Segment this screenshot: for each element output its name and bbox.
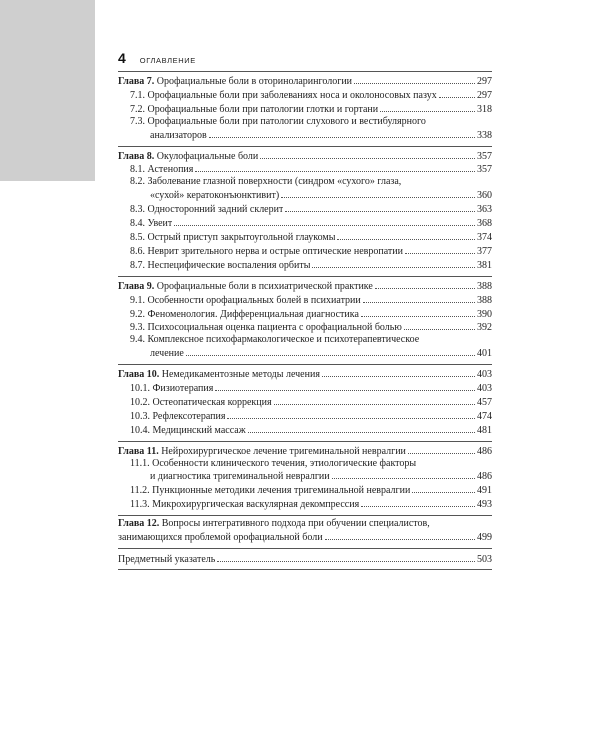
section-entry-text [130, 309, 359, 321]
section-title: Микрохирургическая васкулярная декомпрессия [152, 499, 360, 511]
section-entry[interactable] [118, 320, 492, 334]
section-number: 11.2. [130, 485, 150, 497]
section-number: 8.7. [130, 259, 145, 271]
chapter-label: Глава 10. [118, 369, 160, 381]
section-entry[interactable] [118, 128, 492, 142]
dot-leader [354, 74, 475, 84]
section-entry[interactable] [118, 497, 492, 511]
dot-leader [215, 381, 475, 391]
dot-leader [412, 483, 475, 493]
dot-leader [404, 320, 475, 330]
section-number: 7.2. [130, 103, 145, 115]
section-entry[interactable] [118, 346, 492, 360]
index-entry[interactable] [118, 552, 492, 566]
dot-leader [361, 497, 475, 507]
dot-leader [322, 367, 475, 377]
chapter-block [118, 441, 492, 516]
section-title-cont: «сухой» кератоконъюнктивит) [150, 190, 280, 202]
section-entry[interactable] [118, 307, 492, 321]
section-number: 10.1. [130, 383, 150, 395]
page-ref: 392 [477, 322, 492, 334]
page-ref: 390 [477, 308, 492, 320]
section-title-line [118, 176, 492, 188]
section-entry-text [130, 411, 225, 423]
section-entry[interactable] [118, 381, 492, 395]
section-number: 8.5. [130, 231, 145, 243]
section-entry[interactable] [118, 162, 492, 176]
dot-leader [405, 244, 475, 254]
section-title: Орофациальные боли при патологии слухового и вестибулярного [147, 115, 426, 127]
page-ref: 499 [477, 532, 492, 544]
page-ref: 297 [477, 76, 492, 87]
index-title: Предметный указатель [118, 554, 216, 565]
section-number: 11.1. [130, 457, 150, 469]
section-entry[interactable] [118, 202, 492, 216]
section-entry[interactable] [118, 423, 492, 437]
page-ref: 474 [477, 410, 492, 422]
section-entry-text [130, 232, 335, 244]
section-entry-text [130, 90, 437, 102]
section-title: Орофациальные боли при заболеваниях носа и околоносовых пазух [147, 89, 437, 101]
section-entry-text [130, 322, 402, 334]
section-entry-text [150, 471, 330, 483]
chapter-block [118, 71, 492, 146]
section-number: 7.1. [130, 89, 145, 101]
section-number: 9.4. [130, 334, 145, 346]
section-title: Рефлексотерапия [152, 410, 226, 422]
page-ref: 368 [477, 218, 492, 230]
section-entry-text [130, 164, 193, 176]
dot-leader [285, 202, 475, 212]
section-number: 10.3. [130, 410, 150, 422]
section-entry-text [150, 190, 279, 202]
chapter-title-cont: занимающихся проблемой орофациальной боли [118, 532, 323, 544]
page-header [118, 50, 196, 66]
page-ref: 486 [477, 471, 492, 483]
section-entry-text [130, 397, 272, 409]
chapter-title: Орофациальные боли в психиатрической практике [156, 280, 373, 292]
page-ref: 360 [477, 190, 492, 202]
section-title: Особенности клинического течения, этиологические факторы [152, 457, 417, 469]
chapter-entry-text [118, 281, 373, 293]
section-entry-text [150, 348, 184, 360]
section-entry[interactable] [118, 258, 492, 272]
page-ref: 457 [477, 396, 492, 408]
section-title: Феноменология. Дифференциальная диагностика [147, 308, 359, 320]
chapter-entry[interactable] [118, 444, 492, 458]
section-entry-text [130, 485, 410, 497]
page-number: 4 [118, 50, 126, 66]
section-title: Пункционные методики лечения тригеминальной невралгии [152, 485, 411, 497]
dot-leader [408, 444, 475, 454]
page-ref: 381 [477, 259, 492, 271]
chapter-block [118, 364, 492, 441]
chapter-title: Немедикаментозные методы лечения [161, 369, 320, 381]
section-entry[interactable] [118, 293, 492, 307]
dot-leader [227, 409, 475, 419]
section-entry-text [130, 104, 378, 116]
chapter-entry[interactable] [118, 530, 492, 544]
section-title-cont: и диагностика тригеминальной невралгии [150, 471, 330, 483]
page-ref: 297 [477, 89, 492, 101]
section-entry-text [130, 218, 172, 230]
section-number: 9.3. [130, 322, 145, 334]
page-ref: 481 [477, 424, 492, 436]
page-ref: 401 [477, 348, 492, 360]
section-entry[interactable] [118, 244, 492, 258]
section-title-line [118, 334, 492, 346]
section-title: Неврит зрительного нерва и острые оптические невропатии [147, 245, 403, 257]
dot-leader [274, 395, 475, 405]
page-ref: 318 [477, 103, 492, 115]
section-title: Заболевание глазной поверхности (синдром «сухого» глаза, [147, 176, 402, 188]
dot-leader [375, 279, 475, 289]
chapter-title: Окулофациальные боли [156, 150, 259, 162]
dot-leader [380, 102, 475, 112]
chapter-label: Глава 8. [118, 150, 155, 162]
chapter-title-line [118, 518, 492, 530]
section-entry-text [130, 499, 359, 511]
section-title: Психосоциальная оценка пациента с орофациальной болью [147, 322, 402, 334]
section-entry-text [130, 425, 246, 437]
section-title: Медицинский массаж [152, 424, 246, 436]
section-title: Орофациальные боли при патологии глотки и гортани [147, 103, 379, 115]
page-ref: 357 [477, 150, 492, 162]
section-number: 8.1. [130, 164, 145, 176]
section-number: 11.3. [130, 499, 150, 511]
section-entry[interactable] [118, 188, 492, 202]
section-title: Комплексное психофармакологическое и психотерапевтическое [147, 334, 420, 346]
section-title: Астенопия [147, 164, 194, 176]
section-title: Остеопатическая коррекция [152, 396, 272, 408]
section-title-line [118, 116, 492, 128]
chapter-label: Глава 12. [118, 518, 160, 530]
page-ref: 357 [477, 164, 492, 176]
section-entry-text [130, 204, 283, 216]
section-title: Увеит [147, 218, 173, 230]
page-ref: 374 [477, 231, 492, 243]
dot-leader [217, 552, 475, 562]
section-number: 10.2. [130, 396, 150, 408]
page-ref: 503 [477, 554, 492, 565]
section-title-cont: лечение [150, 348, 184, 360]
section-entry[interactable] [118, 88, 492, 102]
dot-leader [260, 149, 475, 159]
section-title: Односторонний задний склерит [147, 204, 284, 216]
page-ref: 338 [477, 129, 492, 141]
chapter-title: Вопросы интегративного подхода при обучении специалистов, [161, 518, 430, 530]
section-entry[interactable] [118, 409, 492, 423]
index-entry-text [118, 554, 215, 566]
section-number: 9.2. [130, 308, 145, 320]
chapter-label: Глава 9. [118, 280, 155, 292]
section-entry[interactable] [118, 102, 492, 116]
dot-leader [337, 230, 475, 240]
dot-leader [195, 162, 475, 172]
section-entry-text [130, 383, 213, 395]
dot-leader [361, 307, 475, 317]
page-ref: 388 [477, 294, 492, 306]
section-entry[interactable] [118, 216, 492, 230]
chapter-entry[interactable] [118, 279, 492, 293]
chapter-label: Глава 11. [118, 445, 159, 457]
page-ref: 493 [477, 499, 492, 511]
section-title-cont: анализаторов [150, 129, 207, 141]
section-title: Особенности орофациальных болей в психиатрии [147, 294, 361, 306]
index-block [118, 548, 492, 570]
section-entry-text [130, 246, 403, 258]
dot-leader [312, 258, 475, 268]
page-ref: 403 [477, 369, 492, 381]
section-number: 8.2. [130, 176, 145, 188]
chapter-block [118, 276, 492, 364]
dot-leader [209, 128, 475, 138]
dot-leader [174, 216, 475, 226]
table-of-contents [118, 71, 492, 570]
chapter-block [118, 146, 492, 276]
section-title: Физиотерапия [152, 383, 214, 395]
section-title: Неспецифические воспаления орбиты [147, 259, 311, 271]
section-entry[interactable] [118, 395, 492, 409]
page-ref: 491 [477, 485, 492, 497]
chapter-block [118, 515, 492, 548]
section-number: 9.1. [130, 294, 145, 306]
section-entry-text [150, 130, 207, 142]
chapter-title: Орофациальные боли в оториноларингологии [156, 76, 353, 87]
section-number: 10.4. [130, 424, 150, 436]
dot-leader [439, 88, 475, 98]
page-ref: 377 [477, 245, 492, 257]
chapter-entry-text [118, 76, 352, 88]
section-entry[interactable] [118, 469, 492, 483]
dot-leader [332, 469, 475, 479]
page-ref: 388 [477, 280, 492, 292]
section-entry-text [130, 260, 310, 272]
section-number: 8.6. [130, 245, 145, 257]
chapter-title: Нейрохирургическое лечение тригеминальной невралгии [161, 445, 406, 457]
dot-leader [363, 293, 475, 303]
chapter-entry[interactable] [118, 74, 492, 88]
section-number: 8.3. [130, 204, 145, 216]
chapter-entry-text [118, 151, 258, 163]
page-ref: 403 [477, 383, 492, 395]
section-title: Острый приступ закрытоугольной глаукомы [147, 231, 336, 243]
dot-leader [325, 530, 475, 540]
chapter-entry[interactable] [118, 367, 492, 381]
chapter-entry-text [118, 532, 323, 544]
section-number: 7.3. [130, 115, 145, 127]
chapter-entry[interactable] [118, 149, 492, 163]
chapter-entry-text [118, 446, 406, 458]
section-number: 8.4. [130, 218, 145, 230]
section-title-line [118, 458, 492, 470]
dot-leader [248, 423, 475, 433]
section-entry[interactable] [118, 483, 492, 497]
page-ref: 363 [477, 204, 492, 216]
page-ref: 486 [477, 445, 492, 457]
dot-leader [186, 346, 475, 356]
section-entry[interactable] [118, 230, 492, 244]
section-entry-text [130, 295, 361, 307]
side-tab-marker [0, 0, 95, 181]
chapter-entry-text [118, 369, 320, 381]
running-head: ОГЛАВЛЕНИЕ [139, 56, 196, 65]
dot-leader [281, 188, 475, 198]
chapter-label: Глава 7. [118, 76, 155, 87]
